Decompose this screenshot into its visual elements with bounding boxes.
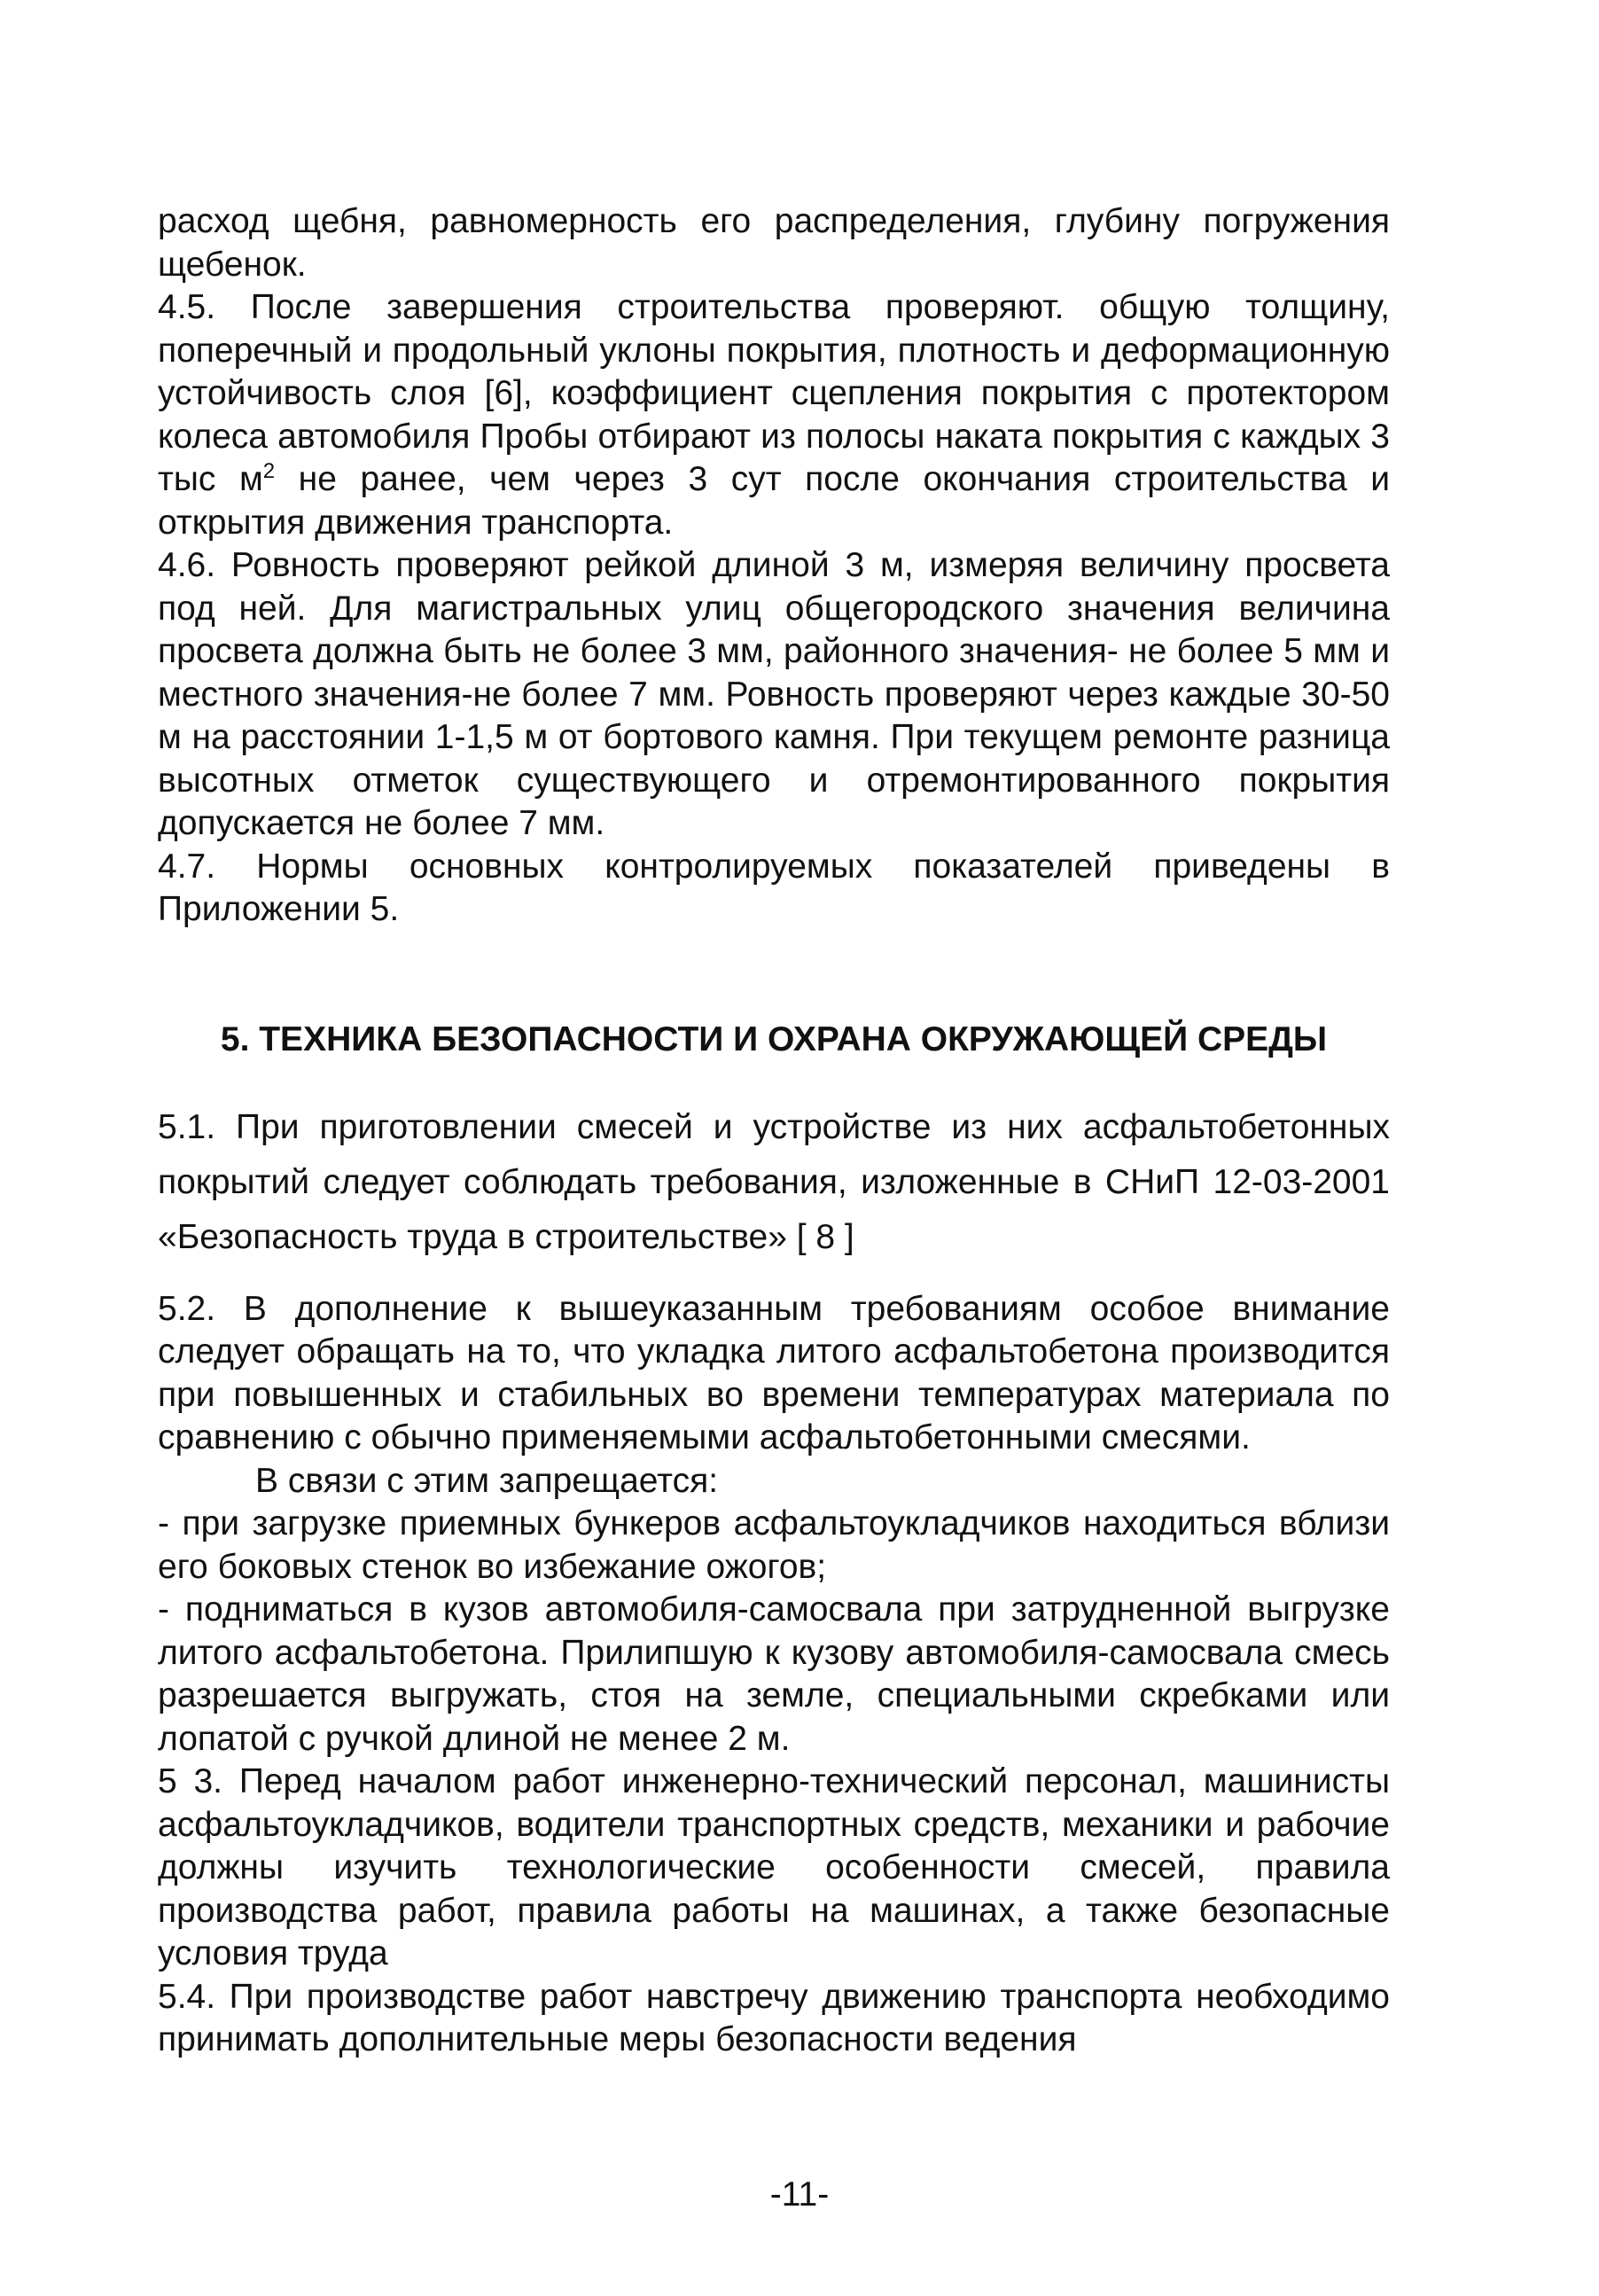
paragraph-continuation: расход щебня, равномерность его распределения, глубину погружения щебенок. (158, 202, 1390, 284)
list-item: - при загрузке приемных бункеров асфальтоукладчиков находиться вблизи его боковых стенок во избежание ожогов; (158, 1504, 1390, 1586)
section-heading: 5. ТЕХНИКА БЕЗОПАСНОСТИ И ОХРАНА ОКРУЖАЮЩЕЙ СРЕДЫ (220, 1019, 1328, 1058)
list-item: - подниматься в кузов автомобиля-самосвала при затрудненной выгрузке литого асфальтобетона. Прилипшую к кузову автомобиля-самосвала смесь разрешается выгружать, стоя на земле, специальными скребками или лопатой с ручкой длиной не менее 2 м. (158, 1590, 1390, 1758)
paragraph-5-4: 5.4. При производстве работ навстречу движению транспорта необходимо принимать дополнительные меры безопасности ведения (158, 1977, 1390, 2058)
paragraph-4-6: 4.6. Ровность проверяют рейкой длиной 3 м, измеряя величину просвета под ней. Для магистральных улиц общегородского значения величина просвета должна быть не более 3 мм, районного значения- не более 5 мм и местного значения-не более 7 мм. Ровность проверяют через каждые 30-50 м на расстоянии 1-1,5 м от бортового камня. При текущем ремонте разница высотных отметок существующего и отремонтированного покрытия допускается не более 7 мм. (158, 546, 1390, 842)
paragraph-4-5-tail: не ранее, чем через 3 сут после окончания строительства и открытия движения транспорта. (158, 460, 1390, 542)
paragraph-5-1: 5.1. При приготовлении смесей и устройстве из них асфальтобетонных покрытий следует соблюдать требования, изложенные в СНиП 12-03-2001 «Безопасность труда в строительстве» [ 8 ] (158, 1107, 1390, 1256)
superscript-2: 2 (262, 459, 276, 483)
paragraph-5-3: 5 3. Перед началом работ инженерно-технический персонал, машинисты асфальтоукладчиков, водители транспортных средств, механики и рабочие должны изучить технологические особенности смесей, правила производства работ, правила работы на машинах, а также безопасные условия труда (158, 1762, 1390, 1972)
paragraph-4-5 (158, 286, 1390, 544)
paragraph-4-7: 4.7. Нормы основных контролируемых показателей приведены в Приложении 5. (158, 847, 1390, 928)
paragraph-5-2: 5.2. В дополнение к вышеуказанным требованиям особое внимание следует обращать на то, что укладка литого асфальтобетона производится при повышенных и стабильных во времени температурах материала по сравнению с обычно применяемыми асфальтобетонными смесями. (158, 1289, 1390, 1456)
page-number: -11- (769, 2175, 830, 2214)
document-page (158, 200, 1390, 2062)
paragraph-4-5-text: 4.5. После завершения строительства проверяют. общую толщину, поперечный и продольный уклоны покрытия, плотность и деформационную устойчивость слоя [6], коэффициент сцепления покрытия с протектором колеса автомобиля Пробы отбирают из полосы наката покрытия с каждых 3 тыс м (158, 288, 1390, 498)
paragraph-5-2-intro: В связи с этим запрещается: (255, 1461, 719, 1500)
